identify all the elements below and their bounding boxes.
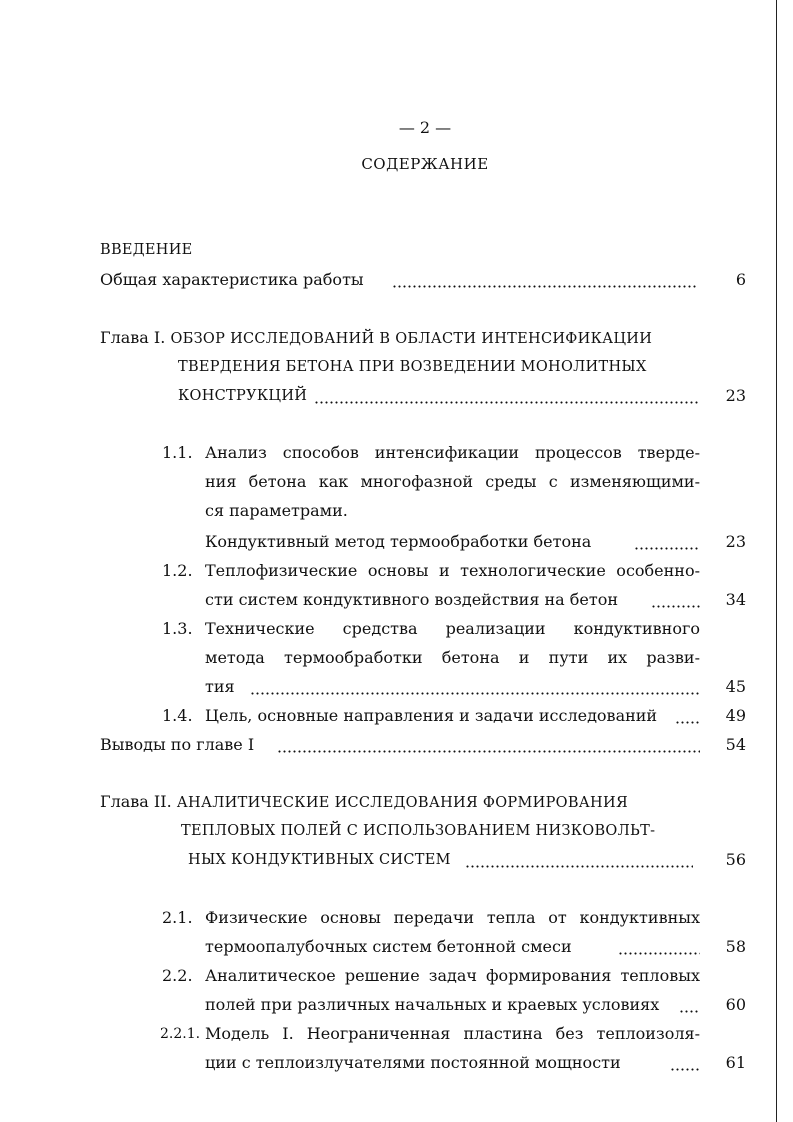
dot-leader: [314, 386, 698, 406]
section-1-1-line3: ся параметрами.: [205, 501, 348, 520]
section-1-1-line2: ния бетона как многофазной среды с изменяющими-: [205, 472, 700, 491]
page-ref-1-4: 49: [725, 706, 746, 725]
intro-heading: ВВЕДЕНИЕ: [100, 242, 193, 258]
section-2-2-line2: полей при различных начальных и краевых условиях: [205, 995, 660, 1014]
dot-leader: [618, 937, 700, 957]
section-2-1-line2: термоопалубочных систем бетонной смеси: [205, 937, 572, 956]
section-1-3-line2: метода термообработки бетона и пути их разви-: [205, 648, 700, 667]
dot-leader: [675, 706, 700, 726]
toc-title: СОДЕРЖАНИЕ: [361, 155, 489, 173]
chapter1-heading[interactable]: [100, 328, 652, 348]
dot-leader: [392, 270, 698, 290]
dot-leader: [670, 1053, 700, 1073]
page-ref-chapter2: 56: [725, 850, 746, 869]
section-1-1-line4: Кондуктивный метод термообработки бетона: [205, 532, 592, 551]
section-2-2-1-line2: ции с теплоизлучателями постоянной мощности: [205, 1053, 621, 1072]
section-1-2-line1[interactable]: Теплофизические основы и технологические особенно-: [205, 561, 700, 580]
section-number: 1.1.: [162, 443, 193, 462]
dot-leader: [250, 677, 700, 697]
section-2-2-line1[interactable]: Аналитическое решение задач формирования тепловых: [205, 966, 700, 985]
toc-entry-conclusions[interactable]: Выводы по главе I: [100, 735, 255, 754]
section-1-3-line1[interactable]: Технические средства реализации кондуктивного: [205, 619, 700, 638]
dot-leader: [277, 735, 700, 755]
chapter2-title-line1: АНАЛИТИЧЕСКИЕ ИССЛЕДОВАНИЯ ФОРМИРОВАНИЯ: [176, 795, 628, 811]
chapter1-prefix: Глава I.: [100, 328, 166, 347]
section-1-3-line3: тия: [205, 677, 235, 696]
chapter1-title-line3: КОНСТРУКЦИЙ: [178, 388, 308, 404]
chapter2-title-line3: НЫХ КОНДУКТИВНЫХ СИСТЕМ: [188, 852, 451, 868]
section-number: 2.2.: [162, 966, 193, 985]
page-ref-2-2-1: 61: [725, 1053, 746, 1072]
page-ref-1-2: 34: [725, 590, 746, 609]
page-ref-1-1: 23: [725, 532, 746, 551]
page-ref-1-3: 45: [725, 677, 746, 696]
section-number: 2.1.: [162, 908, 193, 927]
section-1-2-line2: сти систем кондуктивного воздействия на бетон: [205, 590, 619, 609]
dot-leader: [465, 850, 693, 870]
section-number: 2.2.1.: [160, 1026, 201, 1042]
section-1-4-line1[interactable]: Цель, основные направления и задачи исследований: [205, 706, 658, 725]
chapter2-title-line2: ТЕПЛОВЫХ ПОЛЕЙ С ИСПОЛЬЗОВАНИЕМ НИЗКОВОЛЬТ-: [181, 823, 656, 839]
chapter2-heading[interactable]: [100, 792, 628, 812]
dot-leader: [679, 995, 700, 1015]
section-number: 1.4.: [162, 706, 193, 725]
toc-entry-general[interactable]: Общая характеристика работы: [100, 270, 364, 289]
section-2-2-1-line1[interactable]: Модель I. Неограниченная пластина без теплоизоля-: [205, 1024, 700, 1043]
section-number: 1.2.: [162, 561, 193, 580]
page-ref-2-1: 58: [725, 937, 746, 956]
page-ref-chapter1: 23: [725, 386, 746, 405]
section-number: 1.3.: [162, 619, 193, 638]
dot-leader: [651, 590, 700, 610]
section-2-1-line1[interactable]: Физические основы передачи тепла от кондуктивных: [205, 908, 700, 927]
page-ref-2-2: 60: [725, 995, 746, 1014]
section-1-1-line1[interactable]: Анализ способов интенсификации процессов тверде-: [205, 443, 700, 462]
page-ref-general: 6: [735, 270, 746, 289]
dot-leader: [634, 532, 700, 552]
page-number: — 2 —: [398, 118, 452, 137]
chapter1-title-line2: ТВЕРДЕНИЯ БЕТОНА ПРИ ВОЗВЕДЕНИИ МОНОЛИТНЫХ: [178, 359, 647, 375]
chapter2-prefix: Глава II.: [100, 792, 172, 811]
page-ref-conclusions: 54: [725, 735, 746, 754]
chapter1-title-line1: ОБЗОР ИССЛЕДОВАНИЙ В ОБЛАСТИ ИНТЕНСИФИКАЦИИ: [170, 331, 653, 347]
